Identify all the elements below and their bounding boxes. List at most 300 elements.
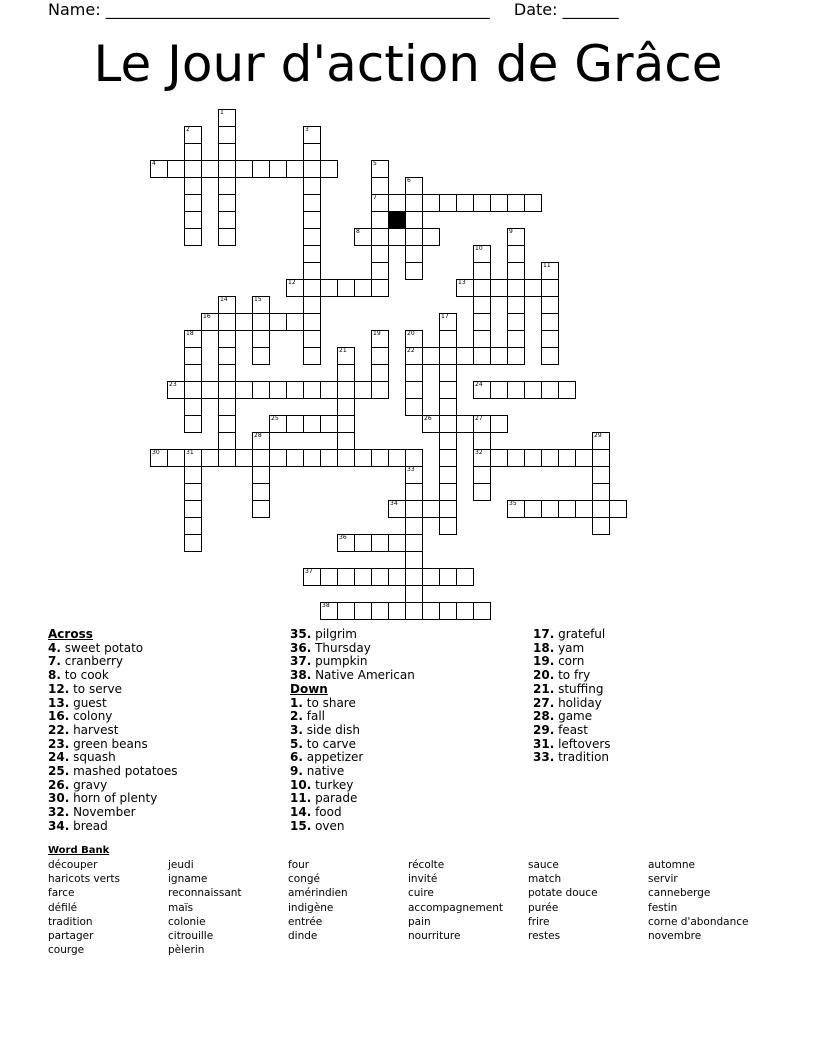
grid-cell[interactable] bbox=[439, 602, 457, 620]
clue-number-label: 20 bbox=[407, 330, 415, 337]
grid-cell[interactable] bbox=[405, 347, 423, 365]
word-bank-item: amérindien bbox=[288, 887, 348, 900]
grid-cell[interactable] bbox=[371, 228, 389, 246]
grid-cell[interactable] bbox=[252, 160, 270, 178]
grid-cell[interactable] bbox=[439, 568, 457, 586]
grid-cell[interactable] bbox=[371, 194, 389, 212]
grid-cell[interactable] bbox=[218, 364, 236, 382]
clue-item bbox=[533, 738, 611, 752]
grid-cell[interactable] bbox=[473, 602, 491, 620]
grid-cell[interactable] bbox=[320, 449, 338, 467]
clue-number-label: 19 bbox=[373, 330, 381, 337]
clue-text: mashed potatoes bbox=[69, 764, 178, 779]
grid-cell[interactable] bbox=[524, 381, 542, 399]
grid-cell[interactable] bbox=[337, 432, 355, 450]
grid-cell[interactable] bbox=[439, 483, 457, 501]
grid-cell[interactable] bbox=[422, 602, 440, 620]
grid-cell[interactable] bbox=[439, 194, 457, 212]
grid-cell[interactable] bbox=[541, 381, 559, 399]
grid-cell[interactable] bbox=[405, 262, 423, 280]
grid-cell[interactable] bbox=[473, 262, 491, 280]
grid-cell[interactable] bbox=[218, 177, 236, 195]
grid-cell[interactable] bbox=[405, 466, 423, 484]
grid-cell[interactable] bbox=[167, 160, 185, 178]
grid-cell[interactable] bbox=[252, 347, 270, 365]
grid-cell[interactable] bbox=[337, 449, 355, 467]
grid-cell[interactable] bbox=[337, 381, 355, 399]
grid-cell[interactable] bbox=[592, 466, 610, 484]
grid-cell[interactable] bbox=[456, 194, 474, 212]
grid-cell[interactable] bbox=[473, 194, 491, 212]
grid-cell[interactable] bbox=[252, 432, 270, 450]
clue-number: 25. bbox=[48, 764, 70, 779]
clue-text: holiday bbox=[554, 695, 602, 710]
grid-cell[interactable] bbox=[388, 194, 406, 212]
grid-cell[interactable] bbox=[303, 279, 321, 297]
clue-number: 10. bbox=[290, 777, 312, 792]
grid-cell[interactable] bbox=[269, 449, 287, 467]
grid-cell[interactable] bbox=[337, 279, 355, 297]
grid-cell[interactable] bbox=[218, 126, 236, 144]
grid-cell[interactable] bbox=[541, 347, 559, 365]
grid-cell[interactable] bbox=[235, 160, 253, 178]
grid-cell[interactable] bbox=[541, 330, 559, 348]
clue-item bbox=[48, 820, 178, 834]
grid-cell[interactable] bbox=[184, 466, 202, 484]
grid-cell[interactable] bbox=[422, 568, 440, 586]
grid-cell[interactable] bbox=[439, 449, 457, 467]
grid-cell[interactable] bbox=[371, 534, 389, 552]
grid-cell[interactable] bbox=[218, 211, 236, 229]
grid-cell[interactable] bbox=[303, 143, 321, 161]
grid-cell[interactable] bbox=[558, 449, 576, 467]
grid-cell[interactable] bbox=[592, 432, 610, 450]
grid-cell[interactable] bbox=[405, 517, 423, 535]
grid-cell[interactable] bbox=[388, 568, 406, 586]
grid-cell[interactable] bbox=[354, 534, 372, 552]
grid-cell[interactable] bbox=[303, 313, 321, 331]
grid-cell[interactable] bbox=[405, 245, 423, 263]
grid-cell[interactable] bbox=[269, 381, 287, 399]
grid-cell[interactable] bbox=[320, 415, 338, 433]
grid-cell[interactable] bbox=[507, 330, 525, 348]
clue-text: fall bbox=[302, 709, 325, 724]
grid-cell[interactable] bbox=[371, 347, 389, 365]
grid-cell[interactable] bbox=[371, 177, 389, 195]
name-line[interactable]: ________________________________________________ bbox=[105, 0, 490, 19]
word-bank-item: farce bbox=[48, 887, 75, 900]
grid-cell[interactable] bbox=[405, 381, 423, 399]
grid-cell[interactable] bbox=[201, 313, 219, 331]
grid-cell[interactable] bbox=[150, 449, 168, 467]
grid-cell[interactable] bbox=[405, 194, 423, 212]
grid-cell[interactable] bbox=[303, 177, 321, 195]
grid-cell[interactable] bbox=[490, 381, 508, 399]
black-square bbox=[388, 211, 406, 229]
grid-cell[interactable] bbox=[371, 364, 389, 382]
word-bank-item: potate douce bbox=[528, 887, 598, 900]
grid-cell[interactable] bbox=[405, 228, 423, 246]
grid-cell[interactable] bbox=[252, 330, 270, 348]
grid-cell[interactable] bbox=[269, 415, 287, 433]
word-bank-item: dinde bbox=[288, 930, 318, 942]
grid-cell[interactable] bbox=[286, 415, 304, 433]
grid-cell[interactable] bbox=[252, 483, 270, 501]
grid-cell[interactable] bbox=[286, 160, 304, 178]
grid-cell[interactable] bbox=[490, 279, 508, 297]
grid-cell[interactable] bbox=[252, 381, 270, 399]
grid-cell[interactable] bbox=[252, 500, 270, 518]
grid-cell[interactable] bbox=[218, 194, 236, 212]
grid-cell[interactable] bbox=[354, 279, 372, 297]
grid-cell[interactable] bbox=[303, 228, 321, 246]
grid-cell[interactable] bbox=[422, 347, 440, 365]
grid-cell[interactable] bbox=[303, 262, 321, 280]
grid-cell[interactable] bbox=[337, 568, 355, 586]
grid-cell[interactable] bbox=[337, 534, 355, 552]
grid-cell[interactable] bbox=[167, 449, 185, 467]
word-bank-item: nourriture bbox=[408, 930, 461, 942]
grid-cell[interactable] bbox=[252, 313, 270, 331]
grid-cell[interactable] bbox=[473, 432, 491, 450]
grid-cell[interactable] bbox=[405, 364, 423, 382]
grid-cell[interactable] bbox=[371, 245, 389, 263]
grid-cell[interactable] bbox=[405, 211, 423, 229]
grid-cell[interactable] bbox=[439, 347, 457, 365]
grid-cell[interactable] bbox=[473, 330, 491, 348]
grid-cell[interactable] bbox=[439, 432, 457, 450]
clue-number: 19. bbox=[533, 654, 555, 669]
grid-cell[interactable] bbox=[303, 381, 321, 399]
grid-cell[interactable] bbox=[354, 381, 372, 399]
grid-cell[interactable] bbox=[405, 398, 423, 416]
grid-cell[interactable] bbox=[235, 381, 253, 399]
clue-text: to fry bbox=[554, 668, 591, 683]
grid-cell[interactable] bbox=[218, 398, 236, 416]
clue-number: 37. bbox=[290, 654, 312, 669]
grid-cell[interactable] bbox=[303, 211, 321, 229]
grid-cell[interactable] bbox=[286, 381, 304, 399]
grid-cell[interactable] bbox=[507, 245, 525, 263]
grid-cell[interactable] bbox=[405, 568, 423, 586]
grid-cell[interactable] bbox=[473, 296, 491, 314]
grid-cell[interactable] bbox=[405, 602, 423, 620]
grid-cell[interactable] bbox=[507, 194, 525, 212]
grid-cell[interactable] bbox=[354, 228, 372, 246]
grid-cell[interactable] bbox=[473, 347, 491, 365]
date-line[interactable]: _______ bbox=[562, 0, 619, 19]
grid-cell[interactable] bbox=[456, 568, 474, 586]
grid-cell[interactable] bbox=[184, 126, 202, 144]
grid-cell[interactable] bbox=[405, 330, 423, 348]
clue-number: 35. bbox=[290, 627, 312, 641]
grid-cell[interactable] bbox=[439, 381, 457, 399]
grid-cell[interactable] bbox=[575, 449, 593, 467]
grid-cell[interactable] bbox=[218, 381, 236, 399]
grid-cell[interactable] bbox=[371, 568, 389, 586]
grid-cell[interactable] bbox=[507, 500, 525, 518]
grid-cell[interactable] bbox=[184, 347, 202, 365]
grid-cell[interactable] bbox=[388, 449, 406, 467]
clue-item bbox=[48, 642, 178, 656]
grid-cell[interactable] bbox=[252, 449, 270, 467]
grid-cell[interactable] bbox=[422, 194, 440, 212]
grid-cell[interactable] bbox=[371, 330, 389, 348]
grid-cell[interactable] bbox=[422, 228, 440, 246]
grid-cell[interactable] bbox=[524, 194, 542, 212]
grid-cell[interactable] bbox=[201, 381, 219, 399]
grid-cell[interactable] bbox=[541, 262, 559, 280]
grid-cell[interactable] bbox=[303, 449, 321, 467]
grid-cell[interactable] bbox=[184, 500, 202, 518]
clue-number: 9. bbox=[290, 764, 303, 779]
grid-cell[interactable] bbox=[184, 534, 202, 552]
grid-cell[interactable] bbox=[320, 279, 338, 297]
grid-cell[interactable] bbox=[354, 568, 372, 586]
grid-cell[interactable] bbox=[405, 534, 423, 552]
word-bank-item: découper bbox=[48, 859, 98, 871]
grid-cell[interactable] bbox=[184, 194, 202, 212]
grid-cell[interactable] bbox=[388, 500, 406, 518]
grid-cell[interactable] bbox=[320, 381, 338, 399]
grid-cell[interactable] bbox=[405, 500, 423, 518]
grid-cell[interactable] bbox=[337, 415, 355, 433]
grid-cell[interactable] bbox=[371, 381, 389, 399]
clue-text: to carve bbox=[302, 736, 356, 751]
grid-cell[interactable] bbox=[184, 228, 202, 246]
grid-cell[interactable] bbox=[286, 313, 304, 331]
clue-text: to cook bbox=[60, 668, 109, 683]
grid-cell[interactable] bbox=[439, 398, 457, 416]
grid-cell[interactable] bbox=[524, 449, 542, 467]
grid-cell[interactable] bbox=[320, 602, 338, 620]
grid-cell[interactable] bbox=[456, 347, 474, 365]
grid-cell[interactable] bbox=[490, 415, 508, 433]
clue-number-label: 15 bbox=[254, 296, 262, 303]
grid-cell[interactable] bbox=[507, 347, 525, 365]
grid-cell[interactable] bbox=[507, 262, 525, 280]
grid-cell[interactable] bbox=[337, 398, 355, 416]
clue-number-label: 24 bbox=[475, 381, 483, 388]
grid-cell[interactable] bbox=[184, 211, 202, 229]
grid-cell[interactable] bbox=[354, 449, 372, 467]
grid-cell[interactable] bbox=[609, 500, 627, 518]
grid-cell[interactable] bbox=[524, 500, 542, 518]
grid-cell[interactable] bbox=[218, 347, 236, 365]
clue-number: 32. bbox=[48, 805, 70, 820]
grid-cell[interactable] bbox=[473, 279, 491, 297]
clue-item bbox=[533, 710, 611, 724]
grid-cell[interactable] bbox=[184, 177, 202, 195]
grid-cell[interactable] bbox=[303, 568, 321, 586]
grid-cell[interactable] bbox=[473, 466, 491, 484]
grid-cell[interactable] bbox=[490, 194, 508, 212]
grid-cell[interactable] bbox=[184, 415, 202, 433]
grid-cell[interactable] bbox=[439, 364, 457, 382]
grid-cell[interactable] bbox=[269, 160, 287, 178]
grid-cell[interactable] bbox=[388, 602, 406, 620]
grid-cell[interactable] bbox=[150, 160, 168, 178]
grid-cell[interactable] bbox=[201, 449, 219, 467]
clue-text: squash bbox=[69, 750, 116, 765]
word-bank-item: haricots verts bbox=[48, 873, 121, 886]
grid-cell[interactable] bbox=[456, 602, 474, 620]
grid-cell[interactable] bbox=[507, 296, 525, 314]
grid-cell[interactable] bbox=[184, 398, 202, 416]
grid-cell[interactable] bbox=[303, 126, 321, 144]
grid-cell[interactable] bbox=[218, 415, 236, 433]
grid-cell[interactable] bbox=[405, 585, 423, 603]
grid-cell[interactable] bbox=[303, 296, 321, 314]
grid-cell[interactable] bbox=[371, 449, 389, 467]
grid-cell[interactable] bbox=[456, 415, 474, 433]
grid-cell[interactable] bbox=[184, 364, 202, 382]
clue-number-label: 5 bbox=[373, 160, 377, 167]
grid-cell[interactable] bbox=[184, 330, 202, 348]
grid-cell[interactable] bbox=[405, 551, 423, 569]
grid-cell[interactable] bbox=[371, 262, 389, 280]
grid-cell[interactable] bbox=[303, 330, 321, 348]
grid-cell[interactable] bbox=[473, 313, 491, 331]
grid-cell[interactable] bbox=[490, 347, 508, 365]
grid-cell[interactable] bbox=[439, 330, 457, 348]
grid-cell[interactable] bbox=[286, 279, 304, 297]
grid-cell[interactable] bbox=[405, 483, 423, 501]
grid-cell[interactable] bbox=[473, 483, 491, 501]
grid-cell[interactable] bbox=[541, 313, 559, 331]
grid-cell[interactable] bbox=[592, 449, 610, 467]
grid-cell[interactable] bbox=[218, 449, 236, 467]
grid-cell[interactable] bbox=[303, 160, 321, 178]
grid-cell[interactable] bbox=[184, 160, 202, 178]
grid-cell[interactable] bbox=[371, 279, 389, 297]
word-bank-item: frire bbox=[528, 915, 550, 928]
clue-item bbox=[48, 669, 178, 683]
grid-cell[interactable] bbox=[184, 381, 202, 399]
grid-cell[interactable] bbox=[303, 194, 321, 212]
grid-cell[interactable] bbox=[371, 160, 389, 178]
grid-cell[interactable] bbox=[337, 347, 355, 365]
grid-cell[interactable] bbox=[541, 296, 559, 314]
clue-number-label: 3 bbox=[305, 126, 309, 133]
grid-cell[interactable] bbox=[490, 449, 508, 467]
grid-cell[interactable] bbox=[405, 449, 423, 467]
grid-cell[interactable] bbox=[252, 466, 270, 484]
grid-cell[interactable] bbox=[473, 245, 491, 263]
grid-cell[interactable] bbox=[439, 500, 457, 518]
grid-cell[interactable] bbox=[218, 228, 236, 246]
clue-item bbox=[533, 669, 611, 683]
grid-cell[interactable] bbox=[235, 313, 253, 331]
grid-cell[interactable] bbox=[303, 347, 321, 365]
grid-cell[interactable] bbox=[592, 517, 610, 535]
clue-number-label: 22 bbox=[407, 347, 415, 354]
clue-text: turkey bbox=[311, 777, 354, 792]
grid-cell[interactable] bbox=[184, 483, 202, 501]
grid-cell[interactable] bbox=[218, 330, 236, 348]
grid-cell[interactable] bbox=[184, 517, 202, 535]
grid-cell[interactable] bbox=[575, 500, 593, 518]
grid-cell[interactable] bbox=[218, 143, 236, 161]
clue-number-label: 11 bbox=[543, 262, 551, 269]
grid-cell[interactable] bbox=[507, 313, 525, 331]
grid-cell[interactable] bbox=[524, 279, 542, 297]
clue-number-label: 9 bbox=[509, 228, 513, 235]
grid-cell[interactable] bbox=[354, 602, 372, 620]
clue-number-label: 6 bbox=[407, 177, 411, 184]
grid-cell[interactable] bbox=[167, 381, 185, 399]
grid-cell[interactable] bbox=[541, 500, 559, 518]
grid-cell[interactable] bbox=[507, 279, 525, 297]
clue-item bbox=[533, 642, 611, 656]
grid-cell[interactable] bbox=[371, 602, 389, 620]
clue-number-label: 36 bbox=[339, 534, 347, 541]
grid-cell[interactable] bbox=[558, 500, 576, 518]
grid-cell[interactable] bbox=[473, 449, 491, 467]
grid-cell[interactable] bbox=[303, 415, 321, 433]
grid-cell[interactable] bbox=[541, 279, 559, 297]
grid-cell[interactable] bbox=[184, 143, 202, 161]
clue-number-label: 12 bbox=[288, 279, 296, 286]
grid-cell[interactable] bbox=[473, 381, 491, 399]
grid-cell[interactable] bbox=[473, 415, 491, 433]
grid-cell[interactable] bbox=[252, 296, 270, 314]
grid-cell[interactable] bbox=[371, 211, 389, 229]
clue-item bbox=[290, 628, 415, 642]
grid-cell[interactable] bbox=[439, 517, 457, 535]
clue-text: harvest bbox=[69, 722, 119, 737]
grid-cell[interactable] bbox=[218, 296, 236, 314]
grid-cell[interactable] bbox=[218, 432, 236, 450]
grid-cell[interactable] bbox=[286, 449, 304, 467]
grid-cell[interactable] bbox=[337, 364, 355, 382]
clue-number-label: 35 bbox=[509, 500, 517, 507]
grid-cell[interactable] bbox=[439, 415, 457, 433]
grid-cell[interactable] bbox=[541, 449, 559, 467]
word-bank-item: canneberge bbox=[648, 887, 711, 900]
grid-cell[interactable] bbox=[456, 279, 474, 297]
word-bank-item: corne d'abondance bbox=[648, 915, 749, 928]
grid-cell[interactable] bbox=[558, 381, 576, 399]
grid-cell[interactable] bbox=[388, 228, 406, 246]
grid-cell[interactable] bbox=[405, 177, 423, 195]
grid-cell[interactable] bbox=[592, 483, 610, 501]
grid-cell[interactable] bbox=[320, 160, 338, 178]
grid-cell[interactable] bbox=[507, 228, 525, 246]
grid-cell[interactable] bbox=[218, 313, 236, 331]
grid-cell[interactable] bbox=[422, 415, 440, 433]
grid-cell[interactable] bbox=[303, 245, 321, 263]
grid-cell[interactable] bbox=[320, 568, 338, 586]
clue-number-label: 25 bbox=[271, 415, 279, 422]
grid-cell[interactable] bbox=[507, 449, 525, 467]
grid-cell[interactable] bbox=[269, 313, 287, 331]
grid-cell[interactable] bbox=[439, 313, 457, 331]
grid-cell[interactable] bbox=[201, 160, 219, 178]
grid-cell[interactable] bbox=[422, 500, 440, 518]
grid-cell[interactable] bbox=[218, 109, 236, 127]
grid-cell[interactable] bbox=[592, 500, 610, 518]
grid-cell[interactable] bbox=[337, 602, 355, 620]
grid-cell[interactable] bbox=[218, 160, 236, 178]
grid-cell[interactable] bbox=[235, 449, 253, 467]
word-bank-item: tradition bbox=[48, 915, 93, 928]
grid-cell[interactable] bbox=[184, 449, 202, 467]
grid-cell[interactable] bbox=[507, 381, 525, 399]
grid-cell[interactable] bbox=[388, 534, 406, 552]
clue-number: 2. bbox=[290, 709, 303, 724]
grid-cell[interactable] bbox=[439, 466, 457, 484]
